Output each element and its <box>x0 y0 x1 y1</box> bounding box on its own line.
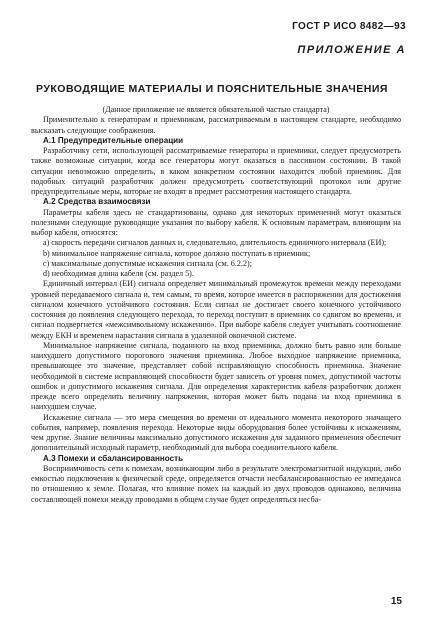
intro-note: (Данное приложение не является обязательной частью стандарта) <box>102 105 330 114</box>
page-number: 15 <box>390 596 402 607</box>
section-a2-heading: А.2 Средства взаимосвязи <box>43 197 151 207</box>
section-a2-paragraph-1: Параметры кабеля здесь не стандартизованы, однако для некоторых применений могут оказаться полезными следующие руководящие указания по выбору кабеля. К основным параметрам, влияющим на выбор кабеля, относятся: <box>31 207 401 237</box>
section-a1-paragraph: Разработчику сети, использующей рассматриваемые генераторы и приемники, следует предусмотреть также возможные ситуации, когда все генераторы могут оказаться в пассивном состоянии. В такой ситуации невозможно определить, в каком конкретном состоянии находится любой приемник. Для подобных ситуаций разработчик должен предусмотреть соответствующий протокол или другие предупредительные меры, которые не входят в предмет рассмотрения настоящего стандарта. <box>31 146 401 196</box>
section-a2-paragraph-3: Минимальное напряжение сигнала, поданного на вход приемника, должно быть равно или больше наихудшего допустимого порогового значения приемника. Любое выходное напряжение приемника, превышающее это значение, представляет собой исправляющую способность приемника. Значение необходимой в системе исправляющей способности будет зависеть от уровня помех, допустимой частоты ошибок и допустимого искажения сигнала. Для определения характеристик кабеля разработчик должен прежде всего определить величину напряжения, которая может быть подана на вход приемника в наихудшем случае. <box>31 340 401 412</box>
section-a2-paragraph-2: Единичный интервал (ЕИ) сигнала определяет минимальный промежуток времени между переходами уровней передаваемого сигнала и, тем самым, то время, которое имеется в распоряжении для достижения сигналом конечного устойчивого состояния. Если сигнал не достигает своего конечного устойчивого состояния до появления следующего перехода, то переход поступит в приемник со сдвигом во времени, и сигнал подвергнется «межсимвольному искажению». При выборе кабеля следует учитывать соотношение между ЕКН и временем нарастания сигнала в удаленной оконечной системе. <box>31 279 401 340</box>
list-item: d) необходимая длина кабеля (см. раздел 5). <box>43 269 194 278</box>
section-a1-heading: А.1 Предупредительные операции <box>43 135 184 145</box>
intro-paragraph: Применительно к генераторам и приемникам, рассматриваемым в настоящем стандарте, необходимо высказать следующие соображения. <box>31 115 401 135</box>
list-item: b) минимальное напряжение сигнала, которое должно поступать в приемник; <box>43 248 311 258</box>
appendix-label: ПРИЛОЖЕНИЕ А <box>297 44 406 56</box>
section-a2-paragraph-4: Искажение сигнала — это мера смещения во времени от идеального момента некоторого значащего события, например, появления перехода. Некоторые виды оборудования более устойчивы к искажениям, чем другие. Знание величины максимально допустимого искажения для заданного применения обеспечит дополнительный исходный параметр, необходимый для выбора соединительного кабеля. <box>31 412 401 453</box>
section-a3-paragraph: Восприимчивость сети к помехам, возникающим либо в результате электромагнитной индукции, либо емкостью подключения к физической среде, определяется отчасти несбалансированностью ее импеданса по отношению к земле. Полагая, что влияние помех на каждый из двух проводов одинаково, величина составляющей помехи между проводами в общем случае будет определяться несба- <box>31 463 401 504</box>
document-body <box>31 105 401 505</box>
cable-parameters-list <box>31 238 401 279</box>
page-title: РУКОВОДЯЩИЕ МАТЕРИАЛЫ И ПОЯСНИТЕЛЬНЫЕ ЗНАЧЕНИЯ <box>36 83 388 95</box>
list-item: c) максимальные допустимые искажения сигнала (см. 6.2.2); <box>43 258 252 268</box>
section-a3-heading: А.3 Помехи и сбалансированность <box>43 453 184 463</box>
standard-id: ГОСТ Р ИСО 8482—93 <box>292 21 406 32</box>
list-item: a) скорость передачи сигналов данных и, следовательно, длительность единичного интервала (ЕИ); <box>43 238 387 248</box>
